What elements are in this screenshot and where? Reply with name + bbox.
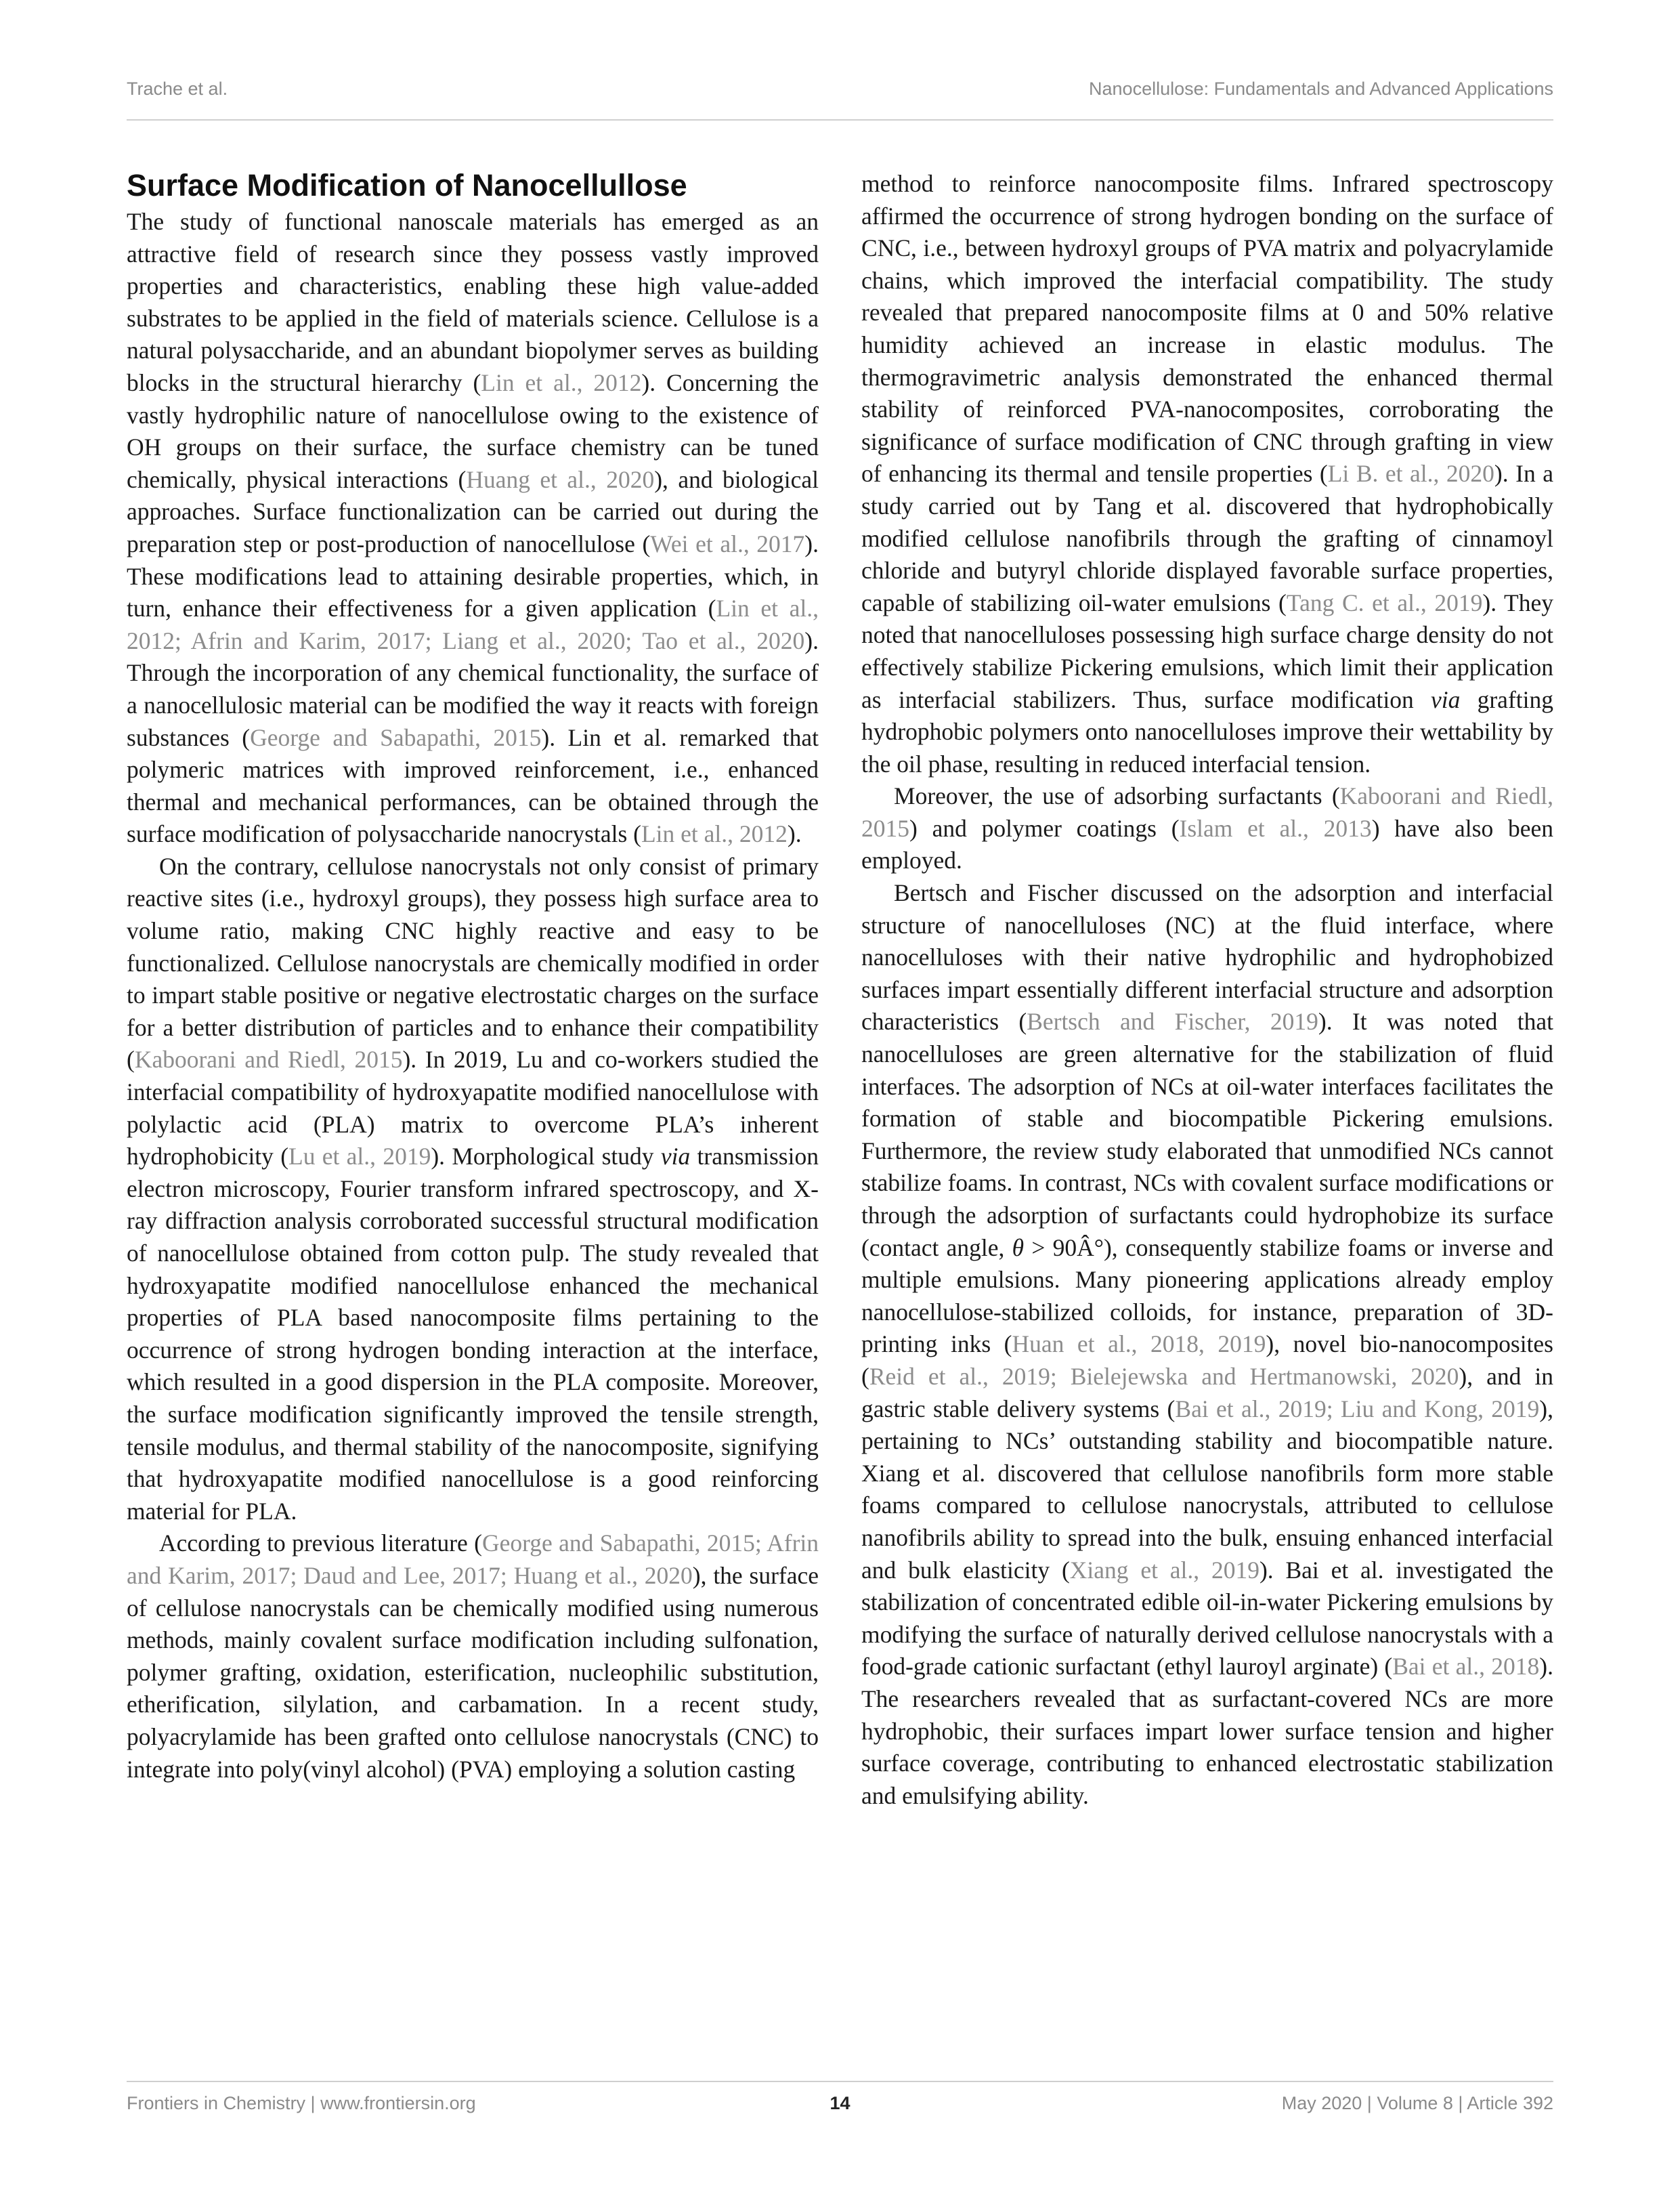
citation-link[interactable]: Tang C. et al., 2019 (1286, 589, 1483, 616)
section-heading: Surface Modification of Nanocellullose (127, 168, 687, 203)
page-number: 14 (830, 2093, 850, 2113)
citation-link[interactable]: Xiang et al., 2019 (1069, 1556, 1259, 1584)
header-rule (127, 119, 1553, 121)
running-head-authors: Trache et al. (127, 79, 228, 99)
citation-link[interactable]: Bai et al., 2018 (1392, 1653, 1540, 1680)
citation-link[interactable]: George and Sabapathi, 2015 (250, 723, 542, 751)
citation-link[interactable]: Li B. et al., 2020 (1327, 460, 1494, 488)
right-column (861, 168, 1553, 1812)
paragraph: Bertsch and Fischer discussed on the adsorption and interfacial structure of nanocelluloses (NC) at the fluid interface, where nanocelluloses with their native hydrophilic and hydrophobized surfaces impart essentially different interfacial structure and adsorption characteristics (Bertsch and Fischer, 2019). It was noted that nanocelluloses are green alternative for the stabilization of fluid interfaces. The adsorption of NCs at oil-water interfaces facilitates the formation of stable and biocompatible Pickering emulsions. Furthermore, the review study elaborated that unmodified NCs cannot stabilize foams. In contrast, NCs with covalent surface modifications or through the adsorption of surfactants could hydrophobize its surface (contact angle, θ > 90Â°), consequently stabilize foams or inverse and multiple emulsions. Many pioneering applications already employ nanocellulose-stabilized colloids, for instance, preparation of 3D-printing inks (Huan et al., 2018, 2019), novel bio-nanocomposites (Reid et al., 2019; Bielejewska and Hertmanowski, 2020), and in gastric stable delivery systems (Bai et al., 2019; Liu and Kong, 2019), pertaining to NCs’ outstanding stability and biocompatible nature. Xiang et al. discovered that cellulose nanofibrils form more stable foams compared to cellulose nanocrystals, attributed to cellulose nanofibrils ability to spread into the bulk, ensuing enhanced interfacial and bulk elasticity (Xiang et al., 2019). Bai et al. investigated the stabilization of concentrated edible oil-in-water Pickering emulsions by modifying the surface of naturally derived cellulose nanocrystals with a food-grade cationic surfactant (ethyl lauroyl arginate) (Bai et al., 2018). The researchers revealed that as surfactant-covered NCs are more hydrophobic, their surfaces impart lower surface tension and higher surface coverage, contributing to enhanced electrostatic stabilization and emulsifying ability. (861, 879, 1554, 1809)
footer-issue-info: May 2020 | Volume 8 | Article 392 (1281, 2093, 1553, 2113)
citation-link[interactable]: Huang et al., 2020 (466, 465, 655, 493)
citation-link[interactable]: George and Sabapathi, 2015; Afrin and Karim, 2017; Daud and Lee, 2017; Huang et al., 2020 (127, 1529, 819, 1589)
citation-link[interactable]: Lin et al., 2012 (641, 820, 788, 848)
citation-link[interactable]: Lin et al., 2012; Afrin and Karim, 2017; Liang et al., 2020; Tao et al., 2020 (127, 595, 819, 654)
citation-link[interactable]: Reid et al., 2019; Bielejewska and Hertmanowski, 2020 (869, 1362, 1459, 1390)
paragraph: On the contrary, cellulose nanocrystals not only consist of primary reactive sites (i.e., hydroxyl groups), they possess high surface area to volume ratio, making CNC highly reactive and easy to be functionalized. Cellulose nanocrystals are chemically modified in order to impart stable positive or negative electrostatic charges on the surface for a better distribution of particles and to enhance their compatibility (Kaboorani and Riedl, 2015). In 2019, Lu and co-workers studied the interfacial compatibility of hydroxyapatite modified nanocellulose with polylactic acid (PLA) matrix to overcome PLA’s inherent hydrophobicity (Lu et al., 2019). Morphological study via transmission electron microscopy, Fourier transform infrared spectroscopy, and X-ray diffraction analysis corroborated successful structural modification of nanocellulose obtained from cotton pulp. The study revealed that hydroxyapatite modified nanocellulose enhanced the mechanical properties of PLA based nanocomposite films pertaining to the occurrence of strong hydrogen bonding interaction at the interface, which resulted in a good dispersion in the PLA composite. Moreover, the surface modification significantly improved the tensile strength, tensile modulus, and thermal stability of the nanocomposite, signifying that hydroxyapatite modified nanocellulose is a good reinforcing material for PLA. (127, 852, 819, 1525)
paragraph: According to previous literature (George and Sabapathi, 2015; Afrin and Karim, 2017; Daud and Lee, 2017; Huang et al., 2020), the surface of cellulose nanocrystals can be chemically modified using numerous methods, mainly covalent surface modification including sulfonation, polymer grafting, oxidation, esterification, nucleophilic substitution, etherification, silylation, and carbamation. In a recent study, polyacrylamide has been grafted onto cellulose nanocrystals (CNC) to integrate into poly(vinyl alcohol) (PVA) employing a solution casting (127, 1529, 819, 1783)
footer-journal[interactable]: Frontiers in Chemistry | www.frontiersin.org (127, 2093, 476, 2113)
paragraph: The study of functional nanoscale materials has emerged as an attractive field of research since they possess vastly improved properties and characteristics, enabling these high value-added substrates to be applied in the field of materials science. Cellulose is a natural polysaccharide, and an abundant biopolymer serves as building blocks in the structural hierarchy (Lin et al., 2012). Concerning the vastly hydrophilic nature of nanocellulose owing to the existence of OH groups on their surface, the surface chemistry can be tuned chemically, physical interactions (Huang et al., 2020), and biological approaches. Surface functionalization can be carried out during the preparation step or post-production of nanocellulose (Wei et al., 2017). These modifications lead to attaining desirable properties, which, in turn, enhance their effectiveness for a given application (Lin et al., 2012; Afrin and Karim, 2017; Liang et al., 2020; Tao et al., 2020). Through the incorporation of any chemical functionality, the surface of a nanocellulosic material can be modified the way it reacts with foreign substances (George and Sabapathi, 2015). Lin et al. remarked that polymeric matrices with improved reinforcement, i.e., enhanced thermal and mechanical performances, can be obtained through the surface modification of polysaccharide nanocrystals (Lin et al., 2012). (127, 208, 819, 848)
citation-link[interactable]: Kaboorani and Riedl, 2015 (134, 1046, 403, 1074)
citation-link[interactable]: Kaboorani and Riedl, 2015 (861, 782, 1553, 842)
citation-link[interactable]: Huan et al., 2018, 2019 (1012, 1330, 1266, 1358)
citation-link[interactable]: Wei et al., 2017 (650, 530, 805, 557)
footer-rule (127, 2081, 1553, 2082)
citation-link[interactable]: Bai et al., 2019; Liu and Kong, 2019 (1175, 1395, 1540, 1422)
citation-link[interactable]: Lu et al., 2019 (288, 1143, 431, 1170)
left-column (127, 168, 819, 1785)
citation-link[interactable]: Lin et al., 2012 (481, 368, 642, 396)
running-head-title: Nanocellulose: Fundamentals and Advanced Applications (1089, 79, 1553, 99)
paragraph: method to reinforce nanocomposite films. Infrared spectroscopy affirmed the occurrence of strong hydrogen bonding on the surface of CNC, i.e., between hydroxyl groups of PVA matrix and polyacrylamide chains, which improved the interfacial compatibility. The study revealed that prepared nanocomposite films at 0 and 50% relative humidity achieved an increase in elastic modulus. The thermogravimetric analysis demonstrated the enhanced thermal stability of reinforced PVA-nanocomposites, corroborating the significance of surface modification of CNC through grafting in view of enhancing its thermal and tensile properties (Li B. et al., 2020). In a study carried out by Tang et al. discovered that hydrophobically modified cellulose nanofibrils through the grafting of cinnamoyl chloride and butyryl chloride displayed favorable surface properties, capable of stabilizing oil-water emulsions (Tang C. et al., 2019). They noted that nanocelluloses possessing high surface charge density do not effectively stabilize Pickering emulsions, which limit their application as interfacial stabilizers. Thus, surface modification via grafting hydrophobic polymers onto nanocelluloses improve their wettability by the oil phase, resulting in reduced interfacial tension. (861, 170, 1553, 778)
citation-link[interactable]: Bertsch and Fischer, 2019 (1027, 1008, 1318, 1036)
citation-link[interactable]: Islam et al., 2013 (1179, 814, 1372, 842)
paragraph: Moreover, the use of adsorbing surfactants (Kaboorani and Riedl, 2015) and polymer coatings (Islam et al., 2013) have also been employed. (861, 782, 1553, 874)
